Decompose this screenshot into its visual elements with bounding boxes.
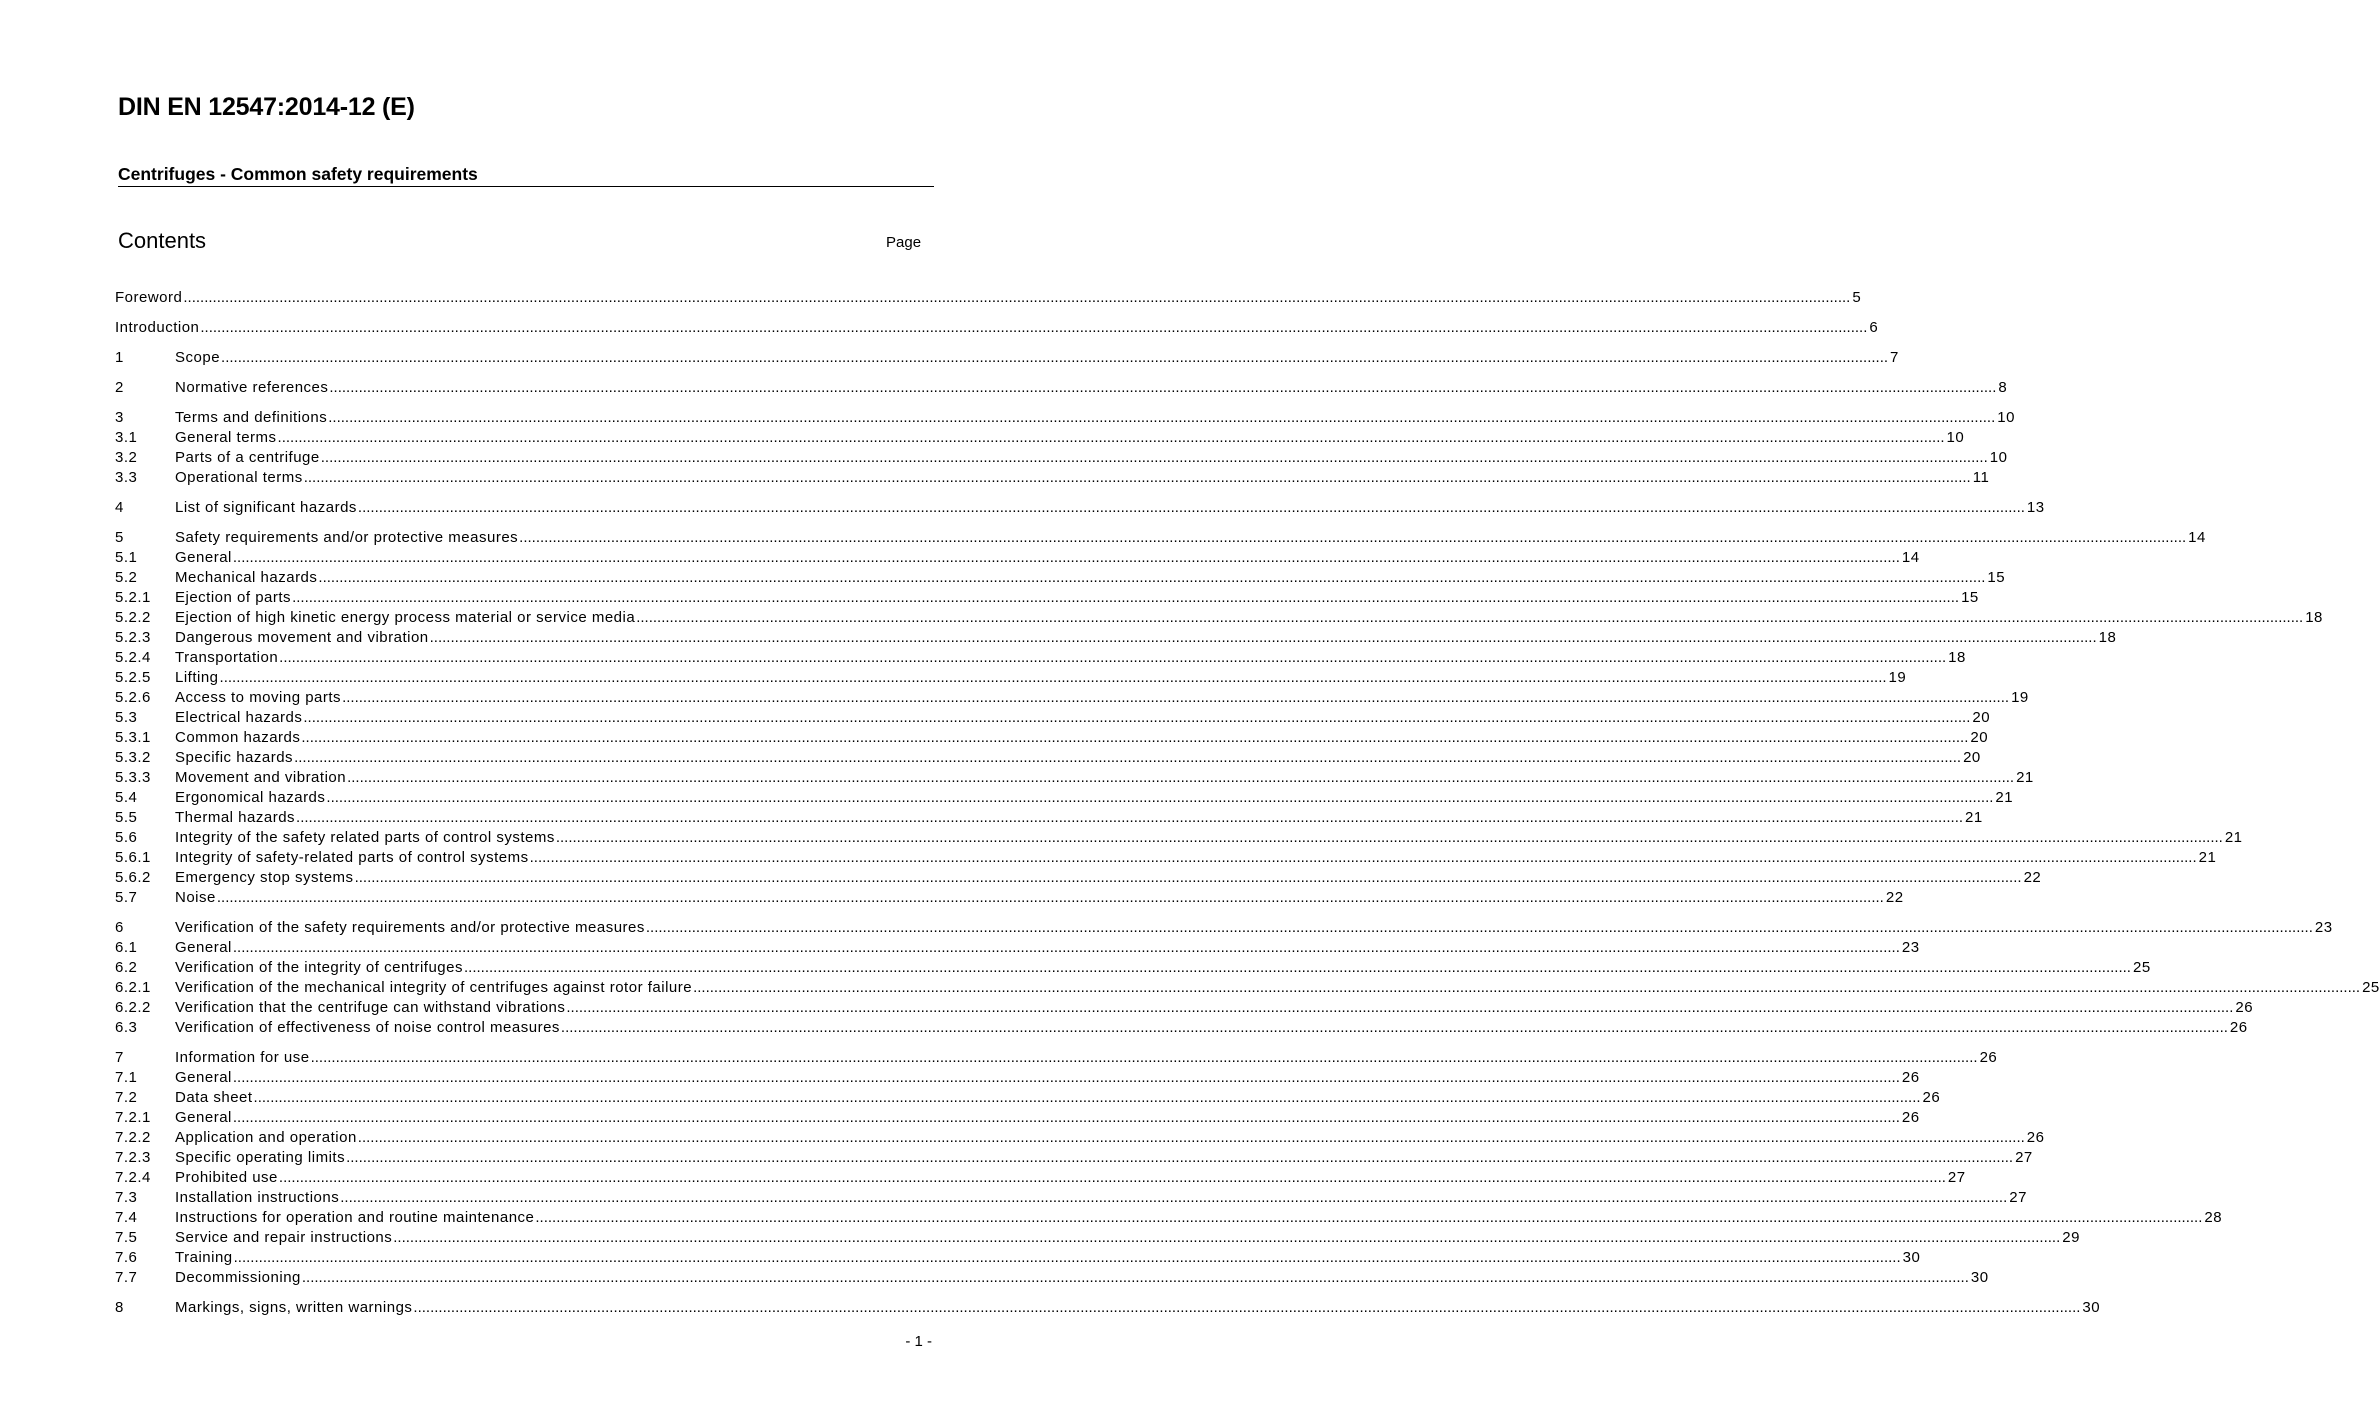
toc-entry-page: 21: [2016, 769, 2034, 786]
toc-entry[interactable]: [115, 1128, 2045, 1148]
toc-entry-title: Ejection of parts: [175, 589, 292, 606]
toc-entry-number: 7.2.4: [115, 1169, 151, 1186]
toc-entry-title: General: [175, 1069, 232, 1086]
toc-dot-leader: ................................................................................................................................................................................................................................................................................................................................................................................................................: [413, 1299, 2081, 1316]
toc-entry-page: 7: [1890, 349, 1899, 366]
toc-entry-title: Foreword: [115, 289, 183, 306]
toc-entry[interactable]: [115, 588, 1979, 608]
toc-dot-leader: ................................................................................................................................................................................................................................................................................................................................................................................................................: [693, 979, 2361, 996]
toc-entry-page: 30: [1902, 1249, 1921, 1266]
toc-entry[interactable]: [115, 788, 2014, 808]
toc-dot-leader: ................................................................................................................................................................................................................................................................................................................................................................................................................: [560, 1019, 2228, 1036]
toc-dot-leader: ................................................................................................................................................................................................................................................................................................................................................................................................................: [221, 349, 1889, 366]
toc-entry-title: Training: [175, 1249, 233, 1266]
toc-entry-number: 6: [115, 919, 124, 936]
toc-entry-page: 26: [2026, 1129, 2045, 1146]
toc-entry-title: Mechanical hazards: [175, 569, 318, 586]
toc-entry-number: 3.1: [115, 429, 138, 446]
toc-entry-title: Markings, signs, written warnings: [175, 1299, 413, 1316]
toc-entry-title: Information for use: [175, 1049, 310, 1066]
toc-entry-title: Ergonomical hazards: [175, 789, 326, 806]
toc-entry-number: 7.4: [115, 1209, 138, 1226]
toc-entry[interactable]: [115, 1018, 2248, 1038]
toc-entry-page: 23: [1901, 939, 1920, 956]
toc-entry[interactable]: [115, 1068, 1920, 1088]
toc-entry-page: 13: [2026, 499, 2045, 516]
toc-dot-leader: ................................................................................................................................................................................................................................................................................................................................................................................................................: [342, 689, 2010, 706]
toc-entry[interactable]: [115, 288, 1862, 308]
toc-entry-title: Parts of a centrifuge: [175, 449, 320, 466]
toc-dot-leader: ................................................................................................................................................................................................................................................................................................................................................................................................................: [340, 1189, 2008, 1206]
toc-entry-page: 19: [2011, 689, 2029, 706]
toc-entry-title: Integrity of safety-related parts of control systems: [175, 849, 529, 866]
toc-entry[interactable]: [115, 958, 2151, 978]
toc-dot-leader: ................................................................................................................................................................................................................................................................................................................................................................................................................: [529, 849, 2197, 866]
toc-entry-number: 5: [115, 529, 124, 546]
toc-entry[interactable]: [115, 448, 2008, 468]
toc-entry-title: General: [175, 1109, 232, 1126]
toc-entry-title: Lifting: [175, 669, 219, 686]
toc-entry-number: 5.2: [115, 569, 138, 586]
toc-entry-page: 15: [1961, 589, 1979, 606]
toc-entry-page: 30: [1970, 1269, 1989, 1286]
toc-dot-leader: ................................................................................................................................................................................................................................................................................................................................................................................................................: [232, 549, 1900, 566]
toc-dot-leader: ................................................................................................................................................................................................................................................................................................................................................................................................................: [328, 409, 1996, 426]
toc-dot-leader: ................................................................................................................................................................................................................................................................................................................................................................................................................: [183, 289, 1851, 306]
toc-dot-leader: ................................................................................................................................................................................................................................................................................................................................................................................................................: [519, 529, 2187, 546]
toc-entry-page: 18: [1948, 649, 1966, 666]
toc-entry-page: 28: [2204, 1209, 2223, 1226]
toc-entry-number: 5.3.3: [115, 769, 151, 786]
toc-entry-title: Access to moving parts: [175, 689, 342, 706]
toc-entry-number: 4: [115, 499, 124, 516]
toc-entry[interactable]: [115, 1208, 2223, 1228]
toc-entry-page: 27: [2015, 1149, 2033, 1166]
toc-entry[interactable]: [115, 1048, 1998, 1068]
toc-entry-number: 5.2.5: [115, 669, 151, 686]
toc-dot-leader: ................................................................................................................................................................................................................................................................................................................................................................................................................: [429, 629, 2097, 646]
toc-dot-leader: ................................................................................................................................................................................................................................................................................................................................................................................................................: [393, 1229, 2061, 1246]
toc-entry-number: 5.3.2: [115, 749, 151, 766]
toc-dot-leader: ................................................................................................................................................................................................................................................................................................................................................................................................................: [303, 709, 1971, 726]
contents-heading: Contents: [118, 228, 207, 253]
toc-dot-leader: ................................................................................................................................................................................................................................................................................................................................................................................................................: [279, 649, 1947, 666]
toc-dot-leader: ................................................................................................................................................................................................................................................................................................................................................................................................................: [555, 829, 2223, 846]
toc-entry-page: 30: [2082, 1299, 2101, 1316]
toc-entry-number: 5.2.1: [115, 589, 151, 606]
toc-entry-title: Introduction: [115, 319, 200, 336]
toc-entry-page: 25: [2362, 979, 2380, 996]
toc-entry-number: 5.2.4: [115, 649, 151, 666]
toc-dot-leader: ................................................................................................................................................................................................................................................................................................................................................................................................................: [216, 889, 1884, 906]
toc-dot-leader: ................................................................................................................................................................................................................................................................................................................................................................................................................: [329, 379, 1997, 396]
toc-entry-title: Operational terms: [175, 469, 303, 486]
toc-dot-leader: ................................................................................................................................................................................................................................................................................................................................................................................................................: [357, 499, 2025, 516]
toc-entry-page: 26: [2229, 1019, 2248, 1036]
toc-entry[interactable]: [115, 378, 2008, 398]
toc-entry[interactable]: [115, 1148, 2033, 1168]
toc-entry-number: 5.3.1: [115, 729, 151, 746]
toc-entry-title: Prohibited use: [175, 1169, 278, 1186]
toc-entry-title: Normative references: [175, 379, 329, 396]
table-of-contents: [115, 288, 2380, 1318]
toc-entry[interactable]: [115, 918, 2333, 938]
toc-dot-leader: ................................................................................................................................................................................................................................................................................................................................................................................................................: [292, 589, 1960, 606]
toc-dot-leader: ................................................................................................................................................................................................................................................................................................................................................................................................................: [232, 939, 1900, 956]
toc-entry-number: 1: [115, 349, 124, 366]
toc-entry[interactable]: [115, 1268, 1989, 1288]
toc-entry[interactable]: [115, 318, 1879, 338]
toc-entry[interactable]: [115, 348, 1899, 368]
toc-entry-page: 14: [2188, 529, 2206, 546]
toc-entry-title: Safety requirements and/or protective measures: [175, 529, 519, 546]
toc-entry-number: 5.5: [115, 809, 138, 826]
toc-entry-page: 22: [1885, 889, 1904, 906]
toc-entry-title: List of significant hazards: [175, 499, 357, 516]
toc-entry-number: 5.2.3: [115, 629, 151, 646]
page-column-heading: Page: [886, 234, 922, 251]
toc-entry-number: 3: [115, 409, 124, 426]
toc-entry[interactable]: [115, 568, 2006, 588]
toc-entry-page: 8: [1998, 379, 2008, 396]
toc-entry-title: Transportation: [175, 649, 279, 666]
toc-entry-number: 7.2.2: [115, 1129, 151, 1146]
toc-entry-number: 5.2.2: [115, 609, 151, 626]
toc-entry-page: 10: [1997, 409, 2015, 426]
toc-entry[interactable]: [115, 848, 2217, 868]
toc-entry-number: 7.5: [115, 1229, 138, 1246]
toc-entry-number: 5.6.1: [115, 849, 151, 866]
toc-entry[interactable]: [115, 1298, 2101, 1318]
toc-entry-title: Instructions for operation and routine maintenance: [175, 1209, 535, 1226]
toc-dot-leader: ................................................................................................................................................................................................................................................................................................................................................................................................................: [346, 1149, 2014, 1166]
toc-entry-page: 18: [2098, 629, 2117, 646]
toc-entry-page: 26: [1922, 1089, 1941, 1106]
toc-entry-title: Verification of the integrity of centrifuges: [175, 959, 463, 976]
toc-entry[interactable]: [115, 1108, 1920, 1128]
toc-entry[interactable]: [115, 548, 1920, 568]
toc-entry-page: 21: [2224, 829, 2243, 846]
toc-entry[interactable]: [115, 468, 1990, 488]
toc-entry-number: 3.2: [115, 449, 138, 466]
toc-entry-page: 21: [2198, 849, 2217, 866]
toc-entry-page: 19: [1888, 669, 1907, 686]
toc-dot-leader: ................................................................................................................................................................................................................................................................................................................................................................................................................: [233, 1249, 1901, 1266]
toc-entry-title: Specific operating limits: [175, 1149, 346, 1166]
toc-entry-title: Installation instructions: [175, 1189, 340, 1206]
toc-entry-number: 2: [115, 379, 124, 396]
toc-entry-title: Verification of the mechanical integrity of centrifuges against rotor failure: [175, 979, 693, 996]
toc-entry[interactable]: [115, 648, 1966, 668]
toc-entry-title: Verification that the centrifuge can withstand vibrations: [175, 999, 566, 1016]
title-divider: [118, 186, 934, 187]
toc-entry-number: 6.2.1: [115, 979, 151, 996]
toc-entry-title: Emergency stop systems: [175, 869, 354, 886]
toc-entry-page: 21: [1995, 789, 2014, 806]
toc-entry-number: 7.6: [115, 1249, 138, 1266]
toc-entry-number: 7.1: [115, 1069, 138, 1086]
toc-entry[interactable]: [115, 728, 1989, 748]
toc-dot-leader: ................................................................................................................................................................................................................................................................................................................................................................................................................: [301, 1269, 1969, 1286]
toc-entry-number: 5.1: [115, 549, 138, 566]
toc-entry-page: 15: [1987, 569, 2006, 586]
toc-entry-title: Common hazards: [175, 729, 301, 746]
toc-entry[interactable]: [115, 408, 2015, 428]
toc-entry-number: 6.1: [115, 939, 138, 956]
toc-dot-leader: ................................................................................................................................................................................................................................................................................................................................................................................................................: [253, 1089, 1921, 1106]
toc-entry[interactable]: [115, 628, 2117, 648]
toc-entry-title: Verification of effectiveness of noise control measures: [175, 1019, 560, 1036]
toc-dot-leader: ................................................................................................................................................................................................................................................................................................................................................................................................................: [566, 999, 2234, 1016]
toc-entry-title: Terms and definitions: [175, 409, 328, 426]
toc-entry-title: Scope: [175, 349, 221, 366]
toc-entry[interactable]: [115, 868, 2042, 888]
toc-entry-title: Application and operation: [175, 1129, 357, 1146]
toc-entry[interactable]: [115, 668, 1907, 688]
toc-entry-number: 7.7: [115, 1269, 138, 1286]
toc-dot-leader: ................................................................................................................................................................................................................................................................................................................................................................................................................: [636, 609, 2304, 626]
toc-entry[interactable]: [115, 1248, 1921, 1268]
toc-entry-page: 26: [1901, 1069, 1920, 1086]
toc-dot-leader: ................................................................................................................................................................................................................................................................................................................................................................................................................: [219, 669, 1887, 686]
document-subtitle: Centrifuges - Common safety requirements: [118, 164, 478, 184]
toc-dot-leader: ................................................................................................................................................................................................................................................................................................................................................................................................................: [310, 1049, 1978, 1066]
toc-entry[interactable]: [115, 828, 2243, 848]
toc-entry-number: 6.3: [115, 1019, 138, 1036]
toc-entry-number: 7.3: [115, 1189, 138, 1206]
toc-entry[interactable]: [115, 748, 1981, 768]
toc-entry[interactable]: [115, 428, 1965, 448]
toc-entry-page: 22: [2023, 869, 2042, 886]
toc-entry[interactable]: [115, 708, 1991, 728]
toc-entry-number: 7: [115, 1049, 124, 1066]
toc-entry-title: Service and repair instructions: [175, 1229, 393, 1246]
toc-entry-page: 27: [2009, 1189, 2027, 1206]
toc-entry-title: General: [175, 939, 232, 956]
toc-entry[interactable]: [115, 1228, 2080, 1248]
toc-entry-title: Dangerous movement and vibration: [175, 629, 429, 646]
toc-entry-title: Decommissioning: [175, 1269, 301, 1286]
toc-dot-leader: ................................................................................................................................................................................................................................................................................................................................................................................................................: [320, 449, 1988, 466]
toc-entry[interactable]: [115, 938, 1920, 958]
toc-entry[interactable]: [115, 998, 2254, 1018]
toc-entry-page: 23: [2314, 919, 2333, 936]
toc-entry-title: Integrity of the safety related parts of control systems: [175, 829, 555, 846]
toc-entry-page: 11: [1972, 469, 1990, 486]
toc-dot-leader: ................................................................................................................................................................................................................................................................................................................................................................................................................: [347, 769, 2015, 786]
toc-entry[interactable]: [115, 768, 2034, 788]
toc-entry-page: 26: [1901, 1109, 1920, 1126]
toc-entry-page: 21: [1965, 809, 1983, 826]
toc-entry-number: 3.3: [115, 469, 138, 486]
toc-entry[interactable]: [115, 888, 1904, 908]
toc-entry-number: 7.2.3: [115, 1149, 151, 1166]
toc-entry-title: Verification of the safety requirements and/or protective measures: [175, 919, 645, 936]
toc-entry-title: Movement and vibration: [175, 769, 347, 786]
toc-entry-number: 5.2.6: [115, 689, 151, 706]
toc-entry-page: 26: [1979, 1049, 1998, 1066]
toc-entry-page: 27: [1947, 1169, 1966, 1186]
toc-entry-title: Specific hazards: [175, 749, 294, 766]
toc-entry-page: 20: [1963, 749, 1981, 766]
toc-entry-page: 10: [1946, 429, 1965, 446]
toc-dot-leader: ................................................................................................................................................................................................................................................................................................................................................................................................................: [645, 919, 2313, 936]
toc-entry-page: 10: [1989, 449, 2008, 466]
toc-dot-leader: ................................................................................................................................................................................................................................................................................................................................................................................................................: [463, 959, 2131, 976]
toc-dot-leader: ................................................................................................................................................................................................................................................................................................................................................................................................................: [277, 429, 1945, 446]
toc-entry-page: 20: [1970, 729, 1989, 746]
toc-entry[interactable]: [115, 978, 2380, 998]
toc-entry-page: 18: [2305, 609, 2323, 626]
toc-dot-leader: ................................................................................................................................................................................................................................................................................................................................................................................................................: [303, 469, 1971, 486]
toc-entry[interactable]: [115, 688, 2029, 708]
toc-dot-leader: ................................................................................................................................................................................................................................................................................................................................................................................................................: [354, 869, 2022, 886]
toc-dot-leader: ................................................................................................................................................................................................................................................................................................................................................................................................................: [301, 729, 1969, 746]
toc-dot-leader: ................................................................................................................................................................................................................................................................................................................................................................................................................: [294, 749, 1962, 766]
toc-dot-leader: ................................................................................................................................................................................................................................................................................................................................................................................................................: [318, 569, 1986, 586]
toc-dot-leader: ................................................................................................................................................................................................................................................................................................................................................................................................................: [326, 789, 1994, 806]
toc-entry-number: 5.3: [115, 709, 138, 726]
toc-entry-number: 6.2: [115, 959, 138, 976]
toc-entry[interactable]: [115, 528, 2206, 548]
toc-entry-title: General terms: [175, 429, 277, 446]
toc-dot-leader: ................................................................................................................................................................................................................................................................................................................................................................................................................: [535, 1209, 2203, 1226]
toc-entry[interactable]: [115, 1188, 2027, 1208]
toc-entry-page: 6: [1869, 319, 1879, 336]
document-title: DIN EN 12547:2014-12 (E): [118, 93, 415, 121]
toc-entry-number: 8: [115, 1299, 124, 1316]
toc-entry[interactable]: [115, 1088, 1941, 1108]
toc-entry-page: 20: [1972, 709, 1991, 726]
toc-entry-page: 14: [1901, 549, 1920, 566]
toc-entry-number: 5.6.2: [115, 869, 151, 886]
toc-entry-title: Noise: [175, 889, 216, 906]
toc-entry[interactable]: [115, 498, 2045, 518]
toc-dot-leader: ................................................................................................................................................................................................................................................................................................................................................................................................................: [200, 319, 1868, 336]
toc-entry-title: Data sheet: [175, 1089, 253, 1106]
toc-dot-leader: ................................................................................................................................................................................................................................................................................................................................................................................................................: [232, 1109, 1900, 1126]
toc-entry-title: Ejection of high kinetic energy process material or service media: [175, 609, 636, 626]
toc-entry[interactable]: [115, 1168, 1966, 1188]
toc-entry-number: 7.2: [115, 1089, 138, 1106]
toc-entry-page: 26: [2235, 999, 2254, 1016]
toc-entry-title: General: [175, 549, 232, 566]
toc-dot-leader: ................................................................................................................................................................................................................................................................................................................................................................................................................: [357, 1129, 2025, 1146]
toc-entry-number: 7.2.1: [115, 1109, 151, 1126]
toc-entry-title: Thermal hazards: [175, 809, 296, 826]
toc-entry-title: Electrical hazards: [175, 709, 303, 726]
toc-entry-number: 6.2.2: [115, 999, 151, 1016]
toc-dot-leader: ................................................................................................................................................................................................................................................................................................................................................................................................................: [296, 809, 1964, 826]
toc-entry[interactable]: [115, 608, 2323, 628]
toc-entry-page: 25: [2132, 959, 2151, 976]
toc-entry-number: 5.7: [115, 889, 138, 906]
toc-dot-leader: ................................................................................................................................................................................................................................................................................................................................................................................................................: [232, 1069, 1900, 1086]
toc-entry-number: 5.4: [115, 789, 138, 806]
toc-dot-leader: ................................................................................................................................................................................................................................................................................................................................................................................................................: [278, 1169, 1946, 1186]
toc-entry[interactable]: [115, 808, 1983, 828]
toc-entry-page: 5: [1852, 289, 1862, 306]
page-number-footer: - 1 -: [905, 1333, 932, 1350]
toc-entry-number: 5.6: [115, 829, 138, 846]
toc-entry-page: 29: [2062, 1229, 2080, 1246]
